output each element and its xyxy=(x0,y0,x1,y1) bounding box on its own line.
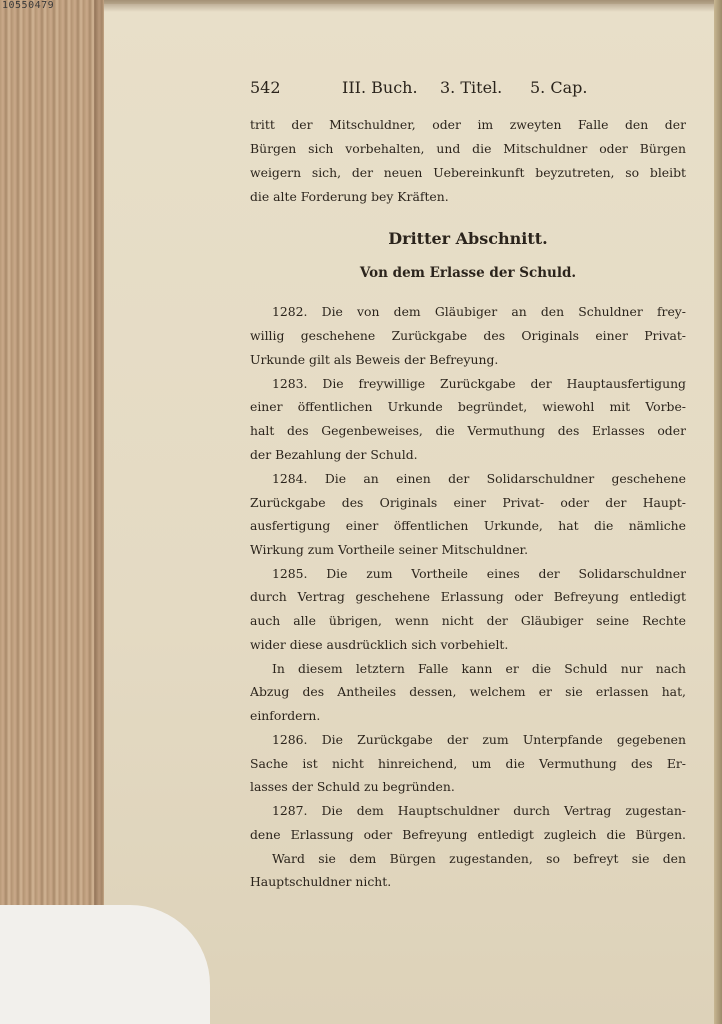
header-chapter: 5. Cap. xyxy=(530,78,588,97)
header-book: III. Buch. xyxy=(342,78,418,97)
text-line: die alte Forderung bey Kräften. xyxy=(250,189,449,204)
article-line: durch Vertrag geschehene Erlassung oder Befreyung entledigt xyxy=(250,589,686,604)
book-page-edges xyxy=(0,0,104,1024)
top-shadow xyxy=(104,0,722,12)
article-line: 1285. Die zum Vortheile eines der Solidarschuldner xyxy=(272,566,686,581)
section-subtitle: Von dem Erlasse der Schuld. xyxy=(359,265,577,281)
article-line: dene Erlassung oder Befreyung entledigt zugleich die Bürgen. xyxy=(250,827,686,842)
article-line: einfordern. xyxy=(250,708,321,723)
article-line: willig geschehene Zurückgabe des Originals einer Privat- xyxy=(250,328,686,343)
article-line: 1287. Die dem Hauptschuldner durch Vertrag zugestan- xyxy=(272,803,686,818)
article-line: einer öffentlichen Urkunde begründet, wiewohl mit Vorbe- xyxy=(250,399,686,414)
article-line: In diesem letztern Falle kann er die Schuld nur nach xyxy=(272,661,686,676)
article-line: Urkunde gilt als Beweis der Befreyung. xyxy=(250,352,499,367)
article-line: 1286. Die Zurückgabe der zum Unterpfande gegebenen xyxy=(272,732,686,747)
section-title: Dritter Abschnitt. xyxy=(388,229,548,248)
running-header xyxy=(250,78,590,102)
blank-patch xyxy=(0,905,210,1024)
article-line: ausfertigung einer öffentlichen Urkunde, hat die nämliche xyxy=(250,518,686,533)
header-title: 3. Titel. xyxy=(440,78,503,97)
article-line: 1283. Die freywillige Zurückgabe der Hauptausfertigung xyxy=(272,376,686,391)
text-line: weigern sich, der neuen Uebereinkunft beyzutreten, so bleibt xyxy=(250,165,686,180)
article-line: der Bezahlung der Schuld. xyxy=(250,447,418,462)
article-line: Abzug des Antheiles dessen, welchem er sie erlassen hat, xyxy=(250,684,686,699)
text-line: tritt der Mitschuldner, oder im zweyten Falle den der xyxy=(250,117,686,132)
scan-stamp: 10550479 xyxy=(2,0,55,11)
article-line: Ward sie dem Bürgen zugestanden, so befreyt sie den xyxy=(272,851,686,866)
article-line: halt des Gegenbeweises, die Vermuthung des Erlasses oder xyxy=(250,423,686,438)
article-line: Hauptschuldner nicht. xyxy=(250,874,392,889)
text-line: Bürgen sich vorbehalten, und die Mitschuldner oder Bürgen xyxy=(250,141,686,156)
article-line: wider diese ausdrücklich sich vorbehielt. xyxy=(250,637,509,652)
article-line: auch alle übrigen, wenn nicht der Gläubiger seine Rechte xyxy=(250,613,686,628)
article-line: lasses der Schuld zu begründen. xyxy=(250,779,455,794)
right-page-edge xyxy=(714,0,722,1024)
page-number: 542 xyxy=(250,78,281,97)
article-line: Zurückgabe des Originals einer Privat- oder der Haupt- xyxy=(250,495,686,510)
article-line: Wirkung zum Vortheile seiner Mitschuldner. xyxy=(250,542,529,557)
article-line: 1282. Die von dem Gläubiger an den Schuldner frey- xyxy=(272,304,686,319)
article-line: 1284. Die an einen der Solidarschuldner geschehene xyxy=(272,471,686,486)
article-line: Sache ist nicht hinreichend, um die Vermuthung des Er- xyxy=(250,756,686,771)
